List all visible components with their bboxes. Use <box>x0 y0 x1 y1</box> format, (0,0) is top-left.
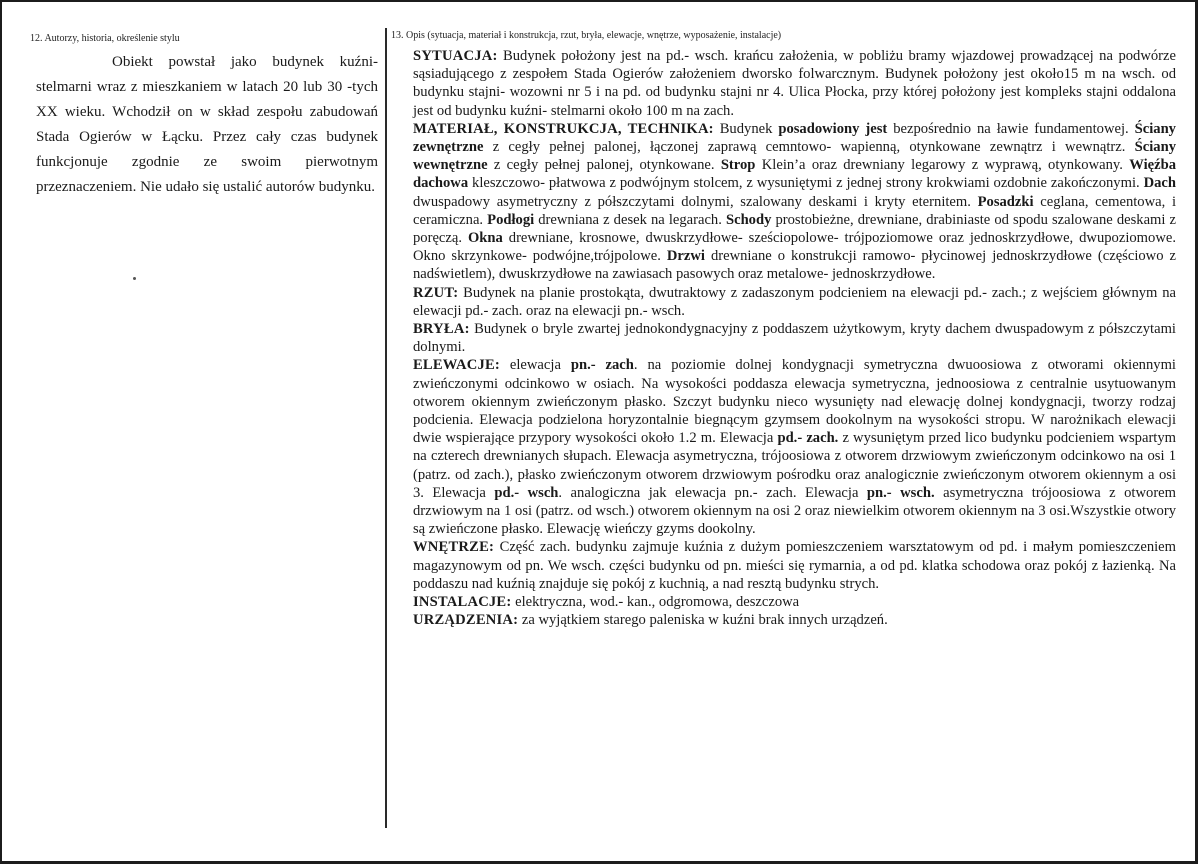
section-heading: BRYŁA: <box>413 321 470 338</box>
section-text: . na poziomie dolnej kondygnacji symetryczna dwuoosiowa z otworami okiennymi zwieńczonymi odcinkowo w osiach. Na wysokości poddasza elewacja symetryczna, jednoosiowa z centralnie usytuowanym otworem okiennym zwieńczonym płasko. Szczyt budynku nieco wysunięty nad elewację dolnej kondygnacji, tworzy rodzaj podcienia. Elewacja podzielona horyzontalnie biegnącym gzymsem dookolnym na wysokości stropu. W narożnikach elewacji dwie wspierające przypory wysokości około 1.2 m. Elewacja <box>413 357 1176 447</box>
bold-term: pd.- zach. <box>777 430 839 447</box>
section-text: . analogiczna jak elewacja pn.- zach. Elewacja <box>558 484 867 501</box>
section-heading: INSTALACJE: <box>413 594 512 611</box>
section-text: bezpośrednio na ławie fundamentowej. <box>887 120 1135 137</box>
description-section <box>413 47 1176 120</box>
bold-term: Strop <box>720 157 756 174</box>
section-text: z cegły pełnej palonej, otynkowane. <box>487 157 721 174</box>
section-text: drewniana z desek na legarach. <box>534 211 726 228</box>
scan-speck <box>133 277 136 280</box>
section-text: z cegły pełnej palonej, łączonej zaprawą cemntowo- wapienną, otynkowane zewnątrz i wewnątrz. <box>483 139 1135 156</box>
column-divider <box>385 28 387 828</box>
section-heading: RZUT: <box>413 284 459 301</box>
description-field-label: 13. Opis (sytuacja, materiał i konstrukcja, rzut, bryła, elewacje, wnętrze, wyposażenie, instalacje) <box>391 30 782 41</box>
section-text: ceglana, cementowa, i ceramiczna. <box>413 193 1176 228</box>
bold-term: Ściany wewnętrzne <box>413 139 1176 174</box>
section-heading: WNĘTRZE: <box>413 539 495 556</box>
section-text: drewniane, krosnowe, dwuskrzydłowe- sześciopolowe- trójpoziomowe oraz jednoskrzydłowe, dwupoziomowe. Okno skrzynkowe- podwójne,trójpolowe. <box>413 230 1176 265</box>
bold-term: Posadzki <box>977 193 1034 210</box>
section-text: dwuspadowy asymetryczny z półszczytami dolnymi, szalowany deskami i kryty eternitem. <box>413 193 978 210</box>
section-heading: URZĄDZENIA: <box>413 612 519 629</box>
section-text: z wysuniętym przed lico budynku podcieniem wspartym na czterech drewnianych słupach. Elewacja asymetryczna, trójoosiowa z otworem drzwiowym zwieńczonym odcinkowo na osi 1 (patrz. od zach.), płasko zwieńczonym otworem drzwiowym pośrodku oraz analogicznie zwieńczonym otworem okiennym a osi 3. Elewacja <box>413 430 1177 501</box>
description-section <box>413 120 1176 284</box>
bold-term: pn.- wsch. <box>866 484 935 501</box>
section-text: Budynek <box>713 120 779 137</box>
bold-term: Okna <box>467 230 503 247</box>
bold-term: Więźba dachowa <box>413 157 1176 192</box>
history-text: Obiekt powstał jako budynek kuźni-stelmarni wraz z mieszkaniem w latach 20 lub 30 -tych XX wieku. Wchodził on w skład zespołu zabudowań Stada Ogierów w Łącku. Przez cały czas budynek funkcjonuje zgodnie ze swoim pierwotnym przeznaczeniem. Nie udało się ustalić autorów budynku. <box>36 54 378 195</box>
section-text: asymetryczna trójoosiowa z otworem drzwiowym na 1 osi (patrz. od wsch.) otworem okiennym na osi 2 oraz niewielkim otworem okiennym na 3 osi.Wszystkie otwory są zwieńczone płasko. Elewację wieńczy gzyms dookolny. <box>413 484 1177 538</box>
section-text: Budynek na planie prostokąta, dwutraktowy z zadaszonym podcieniem na elewacji pd.- zach.; z wejściem głównym na elewacji pd.- zach. oraz na elewacji pn.- wsch. <box>413 284 1176 319</box>
history-field-label: 12. Autorzy, historia, określenie stylu <box>30 33 180 44</box>
description-section <box>413 538 1176 593</box>
bold-term: Drzwi <box>666 248 705 265</box>
section-heading: ELEWACJE: <box>413 357 500 374</box>
description-section <box>413 611 1176 629</box>
bold-term: pd.- wsch <box>494 484 559 501</box>
bold-term: Ściany zewnętrzne <box>413 120 1176 156</box>
section-text: Część zach. budynku zajmuje kuźnia z dużym pomieszczeniem warsztatowym od pd. i małym pomieszczeniem magazynowym od pn. We wsch. części budynku od pn. mieści się rymarnia, a od pd. klatka schodowa oraz pokój z łazienką. Na poddaszu nad kuźnią znajduje się pokój z kuchnią, a nad resztą budynku strych. <box>413 539 1176 592</box>
section-text: elektryczna, wod.- kan., odgromowa, deszczowa <box>511 594 800 611</box>
section-text: Budynek położony jest na pd.- wsch. krańcu założenia, w pobliżu bramy wjazdowej prowadzącej na podwórze sąsiadującego z zespołem Stada Ogierów założeniem dworsko folwarcznym. Budynek położony jest około15 m na wsch. od budynku stajni- wozowni nr 5 i na pd. od budynku stajni nr 4. Ulica Płocka, przy której położony jest kompleks stajni oddalona jest od budynku kuźni- stelmarni około 100 m na zach. <box>413 48 1176 119</box>
section-text: Budynek o bryle zwartej jednokondygnacyjny z poddaszem użytkowym, kryty dachem dwuspadowym z półszczytami dolnymi. <box>413 321 1176 356</box>
bold-term: posadowiony jest <box>778 120 888 137</box>
section-text: za wyjątkiem starego paleniska w kuźni brak innych urządzeń. <box>518 612 888 629</box>
section-heading: SYTUACJA: <box>413 48 498 64</box>
section-text: Klein’a oraz drewniany legarowy z wyprawą, otynkowany. <box>755 157 1130 174</box>
description-section <box>413 356 1176 538</box>
history-column <box>30 32 382 200</box>
section-text: drewniane o konstrukcji ramowo- płycinowej jednoskrzydłowe (częściowo z nadświetlem), dwuskrzydłowe na zawiasach pasowych oraz metalowe- jednoskrzydłowe. <box>413 248 1176 283</box>
description-body <box>391 47 1176 630</box>
description-column <box>391 29 1176 630</box>
bold-term: Dach <box>1143 175 1176 192</box>
bold-term: pn.- zach <box>570 357 634 374</box>
description-section <box>413 284 1176 320</box>
section-text: prostobieżne, drewniane, drabiniaste od spodu szalowane deskami z poręczą. <box>413 211 1176 247</box>
description-section <box>413 593 1176 611</box>
bold-term: Podłogi <box>487 211 535 228</box>
section-text: kleszczowo- płatwowa z podwójnym stolcem, z wysuniętymi z jednej strony krokwiami ozdobnie zakończonymi. <box>468 175 1144 192</box>
description-section <box>413 320 1176 356</box>
section-heading: MATERIAŁ, KONSTRUKCJA, TECHNIKA: <box>413 120 714 137</box>
bold-term: Schody <box>725 211 772 228</box>
section-text: elewacja <box>499 357 571 374</box>
